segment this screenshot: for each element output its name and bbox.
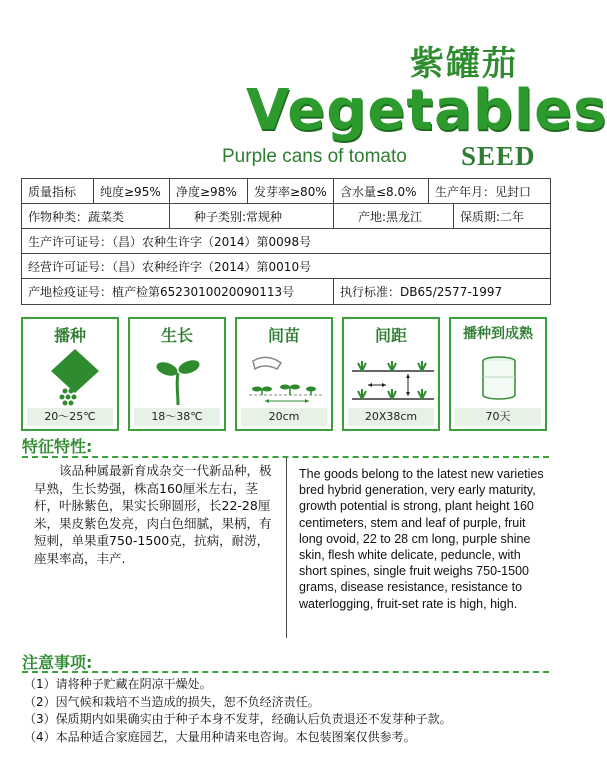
product-subtitle: Purple cans of tomato [222,146,407,167]
info-cell: 质量指标 [22,179,94,203]
info-cell: 产地检疫证号：植产检第6523010020090113号 [22,279,334,304]
thinning-icon [241,347,327,407]
info-row-category [22,204,550,229]
panel-thinning [235,317,333,431]
info-cell: 含水量≤8.0% [334,179,429,203]
info-row-quality [22,179,550,204]
panel-title: 间距 [374,326,407,345]
info-cell: 纯度≥95% [94,179,170,203]
info-cell: 生产许可证号：（昌）农种生许字（2014）第0098号 [28,234,312,249]
info-row-production-license [22,229,550,254]
panel-maturity [449,317,547,431]
info-table [21,178,551,305]
panel-foot: 20X38cm [348,408,434,426]
spacing-icon [348,347,434,407]
panel-foot: 20～25℃ [27,408,113,426]
panel-foot: 70天 [455,408,541,426]
notes-heading: 注意事项: [22,653,93,672]
panel-title: 播种到成熟 [463,326,533,342]
panel-title: 间苗 [267,326,300,345]
column-divider [286,458,287,638]
info-cell: 生产年月：见封口 [435,184,532,199]
vegetables-title: Vegetables [246,78,607,143]
section-divider [22,671,549,673]
info-cell: 作物种类：蔬菜类 [22,204,170,228]
info-cell: 产地:黑龙江 [334,204,454,228]
seed-label: SEED [461,141,536,171]
panel-spacing [342,317,440,431]
sprout-icon [134,347,220,407]
note-item: （3）保质期内如果确实由于种子本身不发芽，经确认后负责退还不发芽种子款。 [24,712,452,726]
features-text-en: The goods belong to the latest new varieties bred hybrid generation, very early maturity, growth potential is strong, plant height 160 centimeters, stem and leaf of purple, fruit long ovoid, 22 to 28 cm long, purple shine skin, flesh white delicate, peduncle, with short spines, single fruit weighs 750-1500 grams, disease resistance, resistance to waterlogging, fruit-set rate is high, high. [299,467,544,611]
panel-title: 播种 [53,326,86,345]
note-item: （2）因气候和栽培不当造成的损失，恕不负经济责任。 [24,694,320,709]
panel-foot: 18～38℃ [134,408,220,426]
note-item: （1）请将种子贮藏在阴凉干燥处。 [24,677,212,691]
sowing-icon [27,347,113,407]
info-row-business-license [22,254,550,279]
panel-sowing [21,317,119,431]
info-cell: 保质期:二年 [460,209,525,224]
panel-title: 生长 [160,326,193,345]
info-cell: 发芽率≥80% [248,179,334,203]
note-item: （4）本品种适合家庭园艺，大量用种请来电咨询。本包装图案仅供参考。 [24,729,416,744]
info-cell: 经营许可证号：（昌）农种经许字（2014）第0010号 [28,259,312,274]
notes-list [24,676,554,746]
features-text-cn: 该品种属最新育成杂交一代新品种，极早熟，生长势强，株高160厘米左右，茎杆，叶脉紫色，果实长卵圆形，长22-28厘米，果皮紫色发亮，肉白色细腻，果柄，有短刺，单果重750-1500克，抗病，耐涝，座果率高，丰产. [34,463,272,566]
features-heading: 特征特性: [22,437,93,456]
info-cell: 执行标准：DB65/2577-1997 [340,285,503,299]
maturity-icon [455,347,541,407]
info-cell: 种子类别:常规种 [170,204,334,228]
panel-growth [128,317,226,431]
product-title-cn: 紫罐茄 [410,44,518,84]
info-row-quarantine [22,279,550,304]
panel-foot: 20cm [241,408,327,426]
info-cell: 净度≥98% [170,179,248,203]
